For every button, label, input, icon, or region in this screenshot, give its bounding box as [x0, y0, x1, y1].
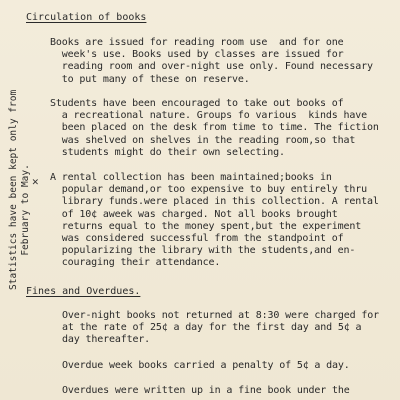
paragraph-overdues-written: Overdues were written up in a fine book under the [62, 385, 350, 396]
side-note-statistics: Statistics have been kept only from February to May. [8, 89, 31, 290]
handwritten-mark-icon: ✕ [32, 175, 39, 188]
paragraph-students-encouraged: Students have been encouraged to take out books of a recreational nature. Groups fo various kinds have been placed on the desk from time to time. The fiction was shelved on shelves in the reading room,so that students might do their own selecting. [50, 98, 379, 158]
paragraph-overnight-books: Over-night books not returned at 8:30 were charged for at the rate of 25¢ a day for the first day and 5¢ a day thereafter. [62, 310, 380, 346]
heading-fines-and-overdues: Fines and Overdues. [26, 286, 141, 297]
heading-circulation-of-books: Circulation of books [26, 12, 147, 23]
paragraph-books-issued: Books are issued for reading room use and for one week's use. Books used by classes are issued for reading room and over-night use only. Found necessary to put many of these on reserve. [50, 37, 373, 85]
paragraph-overdue-week-books: Overdue week books carried a penalty of 5¢ a day. [62, 360, 350, 371]
paragraph-rental-collection: A rental collection has been maintained;books in popular demand,or too expensive to buy entirely thru library funds.were placed in this collection. A rental of 10¢ aweek was charged. Not all books brought returns equal to the money spent,but the experiment was considered successful from the standpoint of popularizing the library with the students,and en- couraging their attendance. [50, 172, 379, 269]
